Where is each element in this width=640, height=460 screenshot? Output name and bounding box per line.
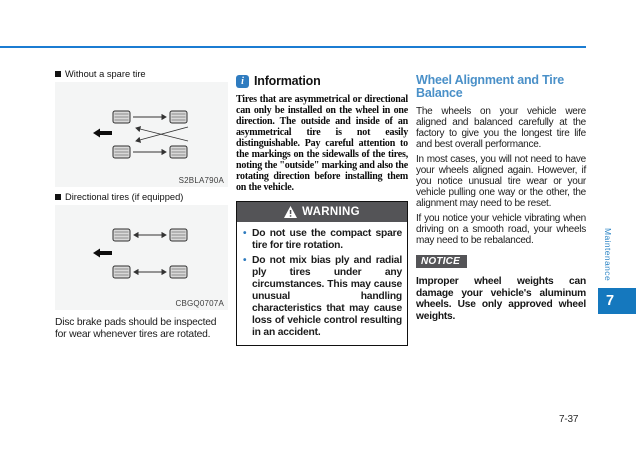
notice-body: Improper wheel weights can damage your vehicle's aluminum wheels. Use only approved wheel weights. <box>416 276 586 322</box>
warning-box <box>236 201 408 346</box>
figure-caption: Disc brake pads should be inspected for wear whenever tires are rotated. <box>55 317 217 341</box>
page-number: 7-37 <box>559 414 579 425</box>
warning-triangle-icon <box>284 206 297 218</box>
chapter-tab: 7 <box>598 288 636 314</box>
tire-icon <box>113 111 130 123</box>
information-title: Information <box>254 74 321 88</box>
section-heading: Wheel Alignment and Tire Balance <box>416 73 564 100</box>
warning-header <box>237 202 407 222</box>
warning-body <box>237 222 407 345</box>
front-direction-arrow <box>93 129 112 138</box>
front-direction-arrow <box>93 249 112 258</box>
warning-item-text: Do not mix bias ply and radial ply tires under any circumstances. This may cause unusual handling characteristics that may cause loss of vehicle control resulting in an accident. <box>252 255 402 338</box>
figure2-label-text: Directional tires (if equipped) <box>65 192 184 202</box>
header-rule <box>0 46 586 48</box>
information-column <box>236 74 408 346</box>
information-icon: i <box>236 75 249 88</box>
information-body: Tires that are asymmetrical or directional can only be installed on the wheel in one direction. The outside and inside of an asymmetrical tire is not easily distinguishable. Pay careful attention to the markings on the sidewalls of the tires, noting the "outside" marking and also the rotating direction before installing them on the vehicle. <box>236 94 408 193</box>
notice-badge: NOTICE <box>416 255 467 268</box>
warning-item-text: Do not use the compact spare tire for tire rotation. <box>252 228 402 251</box>
body-paragraph: In most cases, you will not need to have your wheels aligned again. However, if you notice unusual tire wear or your vehicle pulling one way or the other, the alignment may need to be reset. <box>416 154 586 209</box>
tire-icon <box>170 146 187 158</box>
body-paragraph: The wheels on your vehicle were aligned and balanced carefully at the factory to give you the longest tire life and best overall performance. <box>416 106 586 150</box>
information-header <box>236 74 408 88</box>
figure1-tire-rotation-diagram <box>55 82 228 187</box>
tire-rotation-without-spare-diagram <box>55 82 228 187</box>
figure2-label <box>55 192 228 202</box>
figure2-tire-rotation-diagram <box>55 205 228 310</box>
warning-item <box>243 228 402 252</box>
bullet-icon: • <box>243 228 247 239</box>
figure1-label-text: Without a spare tire <box>65 69 146 79</box>
square-bullet-icon <box>55 194 61 200</box>
chapter-section-label: Maintenance <box>603 228 613 282</box>
bullet-icon: • <box>243 255 247 266</box>
tire-icon <box>170 229 187 241</box>
figures-column <box>55 69 228 342</box>
tire-icon <box>170 266 187 278</box>
figure1-label <box>55 69 228 79</box>
tire-icon <box>170 111 187 123</box>
warning-item <box>243 255 402 339</box>
tire-icon <box>113 229 130 241</box>
directional-tire-rotation-diagram <box>55 205 228 310</box>
tire-icon <box>113 146 130 158</box>
figure2-code: CBGQ0707A <box>175 299 224 308</box>
square-bullet-icon <box>55 71 61 77</box>
warning-title: WARNING <box>302 206 360 218</box>
tire-icon <box>113 266 130 278</box>
figure1-code: S2BLA790A <box>178 176 224 185</box>
wheel-alignment-column <box>416 74 586 322</box>
body-paragraph: If you notice your vehicle vibrating when driving on a smooth road, your wheels may need to be rebalanced. <box>416 213 586 246</box>
swap-arrows <box>134 235 166 272</box>
